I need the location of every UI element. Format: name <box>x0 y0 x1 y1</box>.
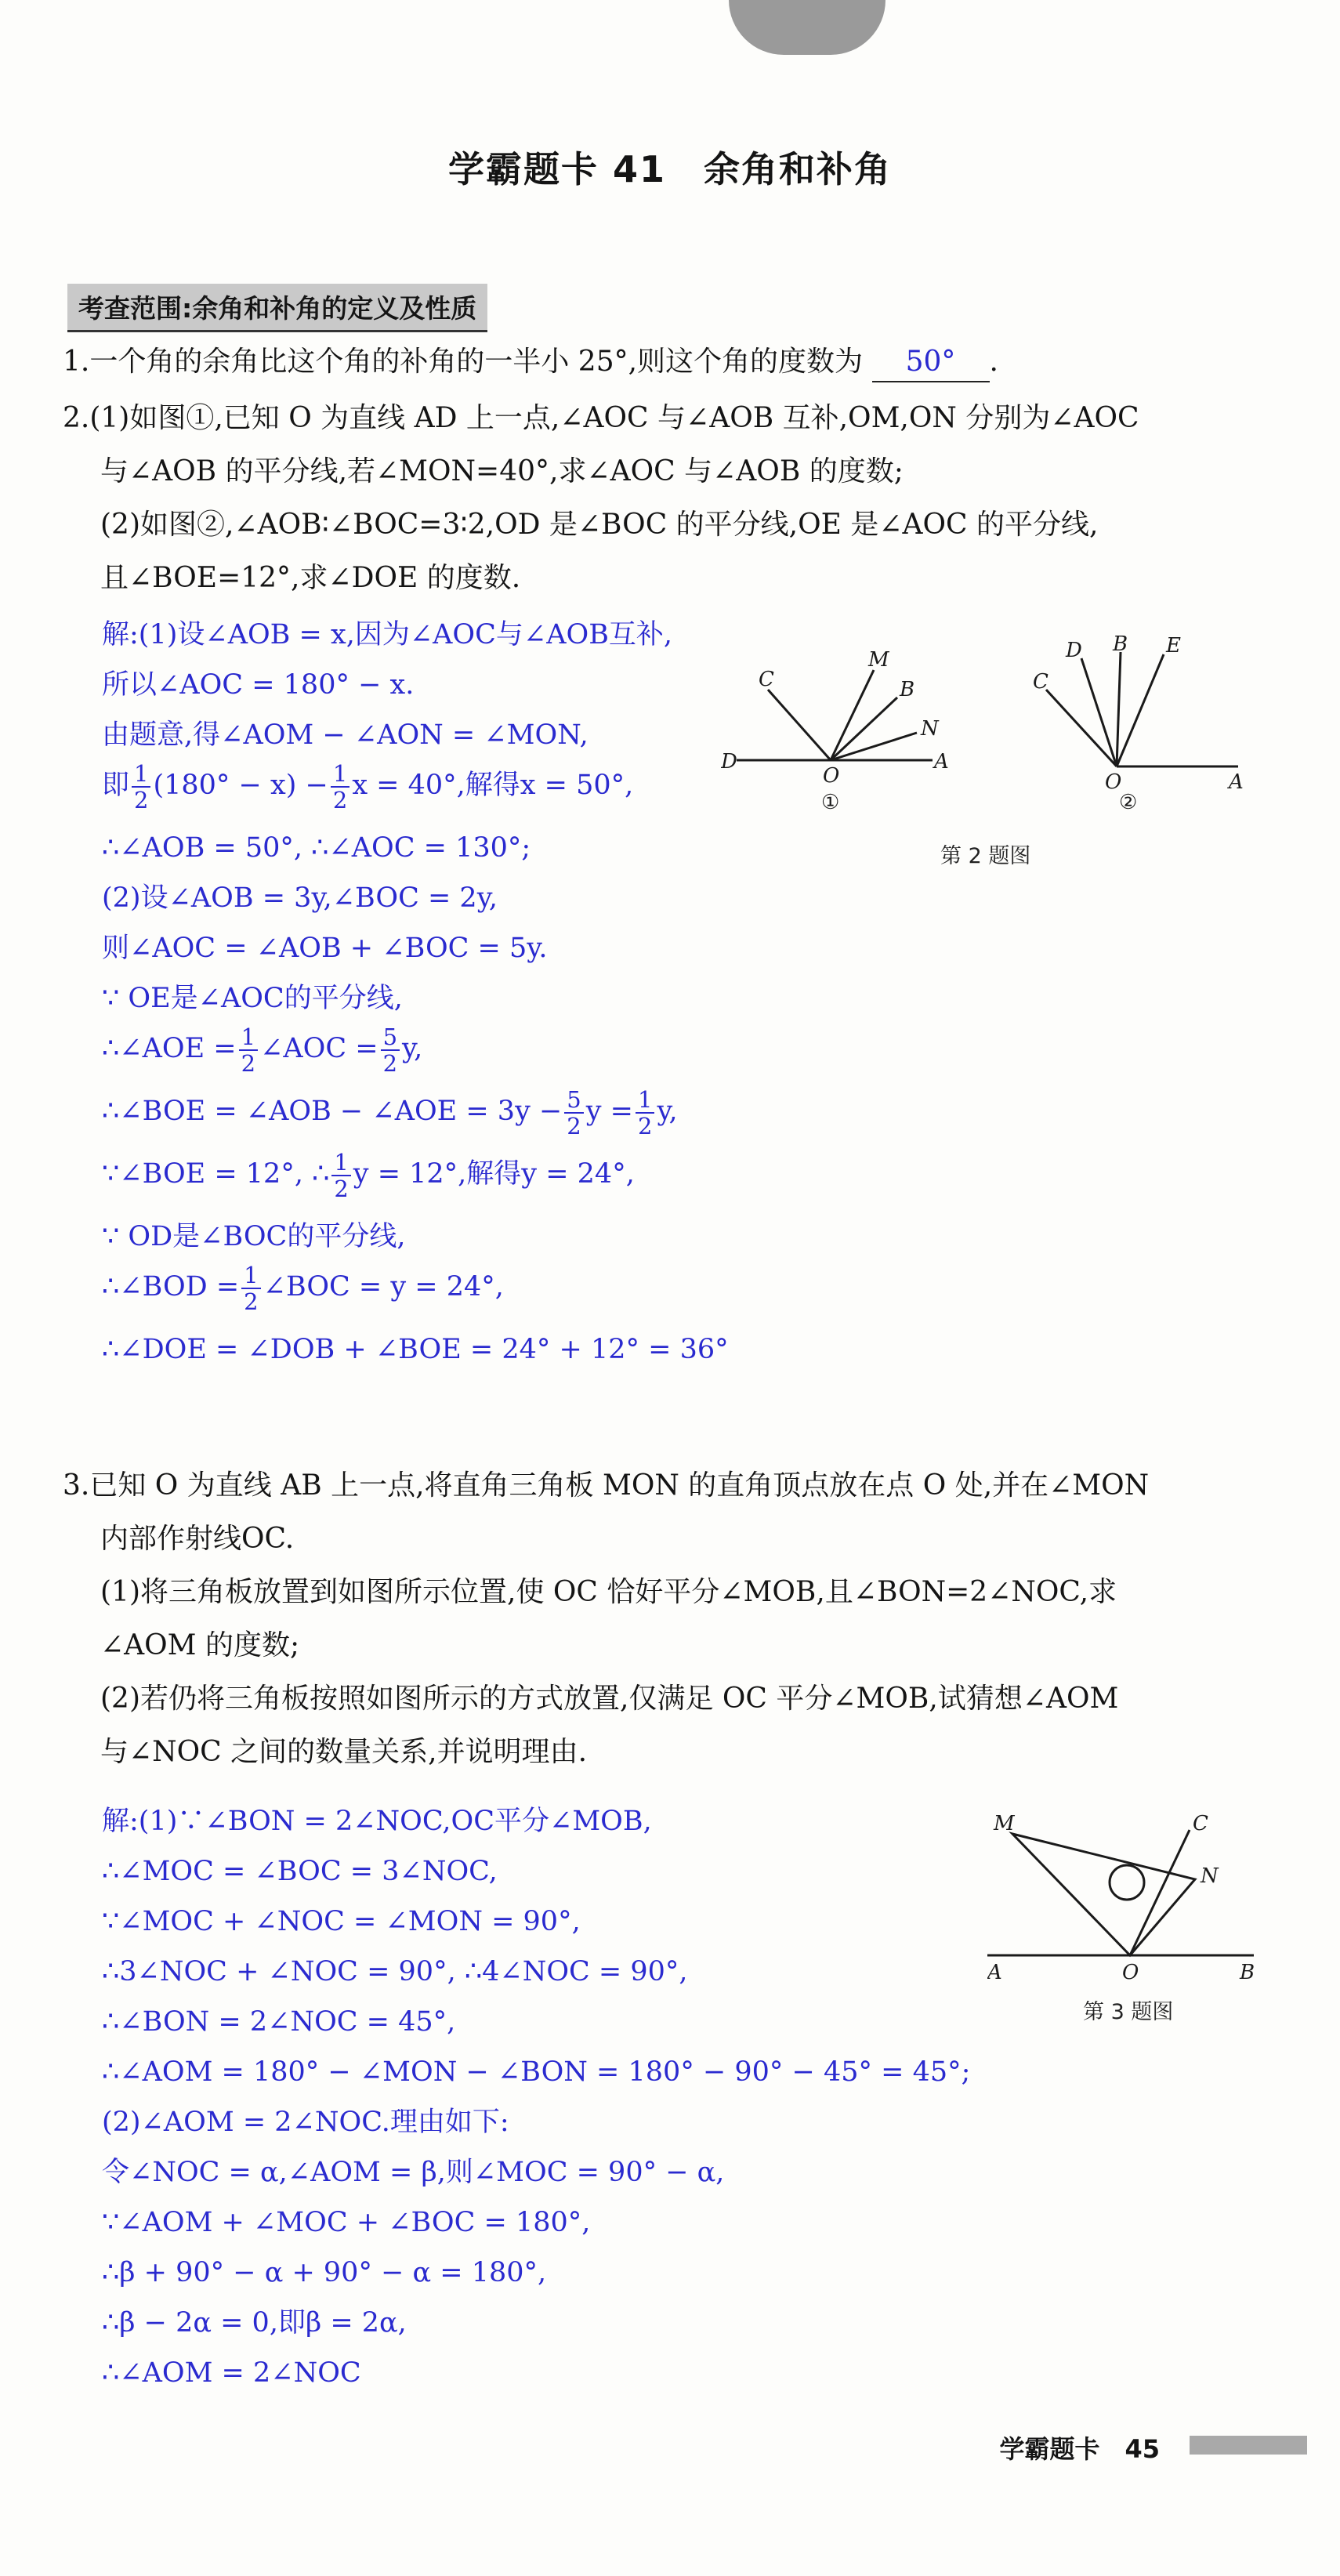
denominator: 2 <box>637 1112 653 1139</box>
question-2-line-4: 且∠BOE=12°,求∠DOE 的度数. <box>100 562 521 594</box>
solution-3-line: ∴3∠NOC + ∠NOC = 90°, ∴4∠NOC = 90°, <box>102 1956 688 1987</box>
numerator: 1 <box>241 1263 260 1289</box>
figure-3-caption: 第 3 题图 <box>1083 2000 1174 2024</box>
ray-om <box>831 670 874 760</box>
solution-2-line: ∵ OE是∠AOC的平分线, <box>102 983 403 1014</box>
text-run: y = 12°,解得y = 24°, <box>353 1158 635 1190</box>
ray-od-2 <box>1081 658 1117 766</box>
fraction <box>564 1087 583 1139</box>
fraction <box>636 1087 654 1139</box>
solution-2-line: ∴∠DOE = ∠DOB + ∠BOE = 24° + 12° = 36° <box>102 1334 729 1365</box>
solution-2-line: 所以∠AOC = 180° − x. <box>102 669 415 701</box>
text-run: 即 <box>102 770 130 801</box>
text-run: ∠AOC = <box>260 1033 378 1064</box>
question-1-end: . <box>989 346 998 378</box>
fraction <box>241 1263 260 1314</box>
question-2 <box>63 392 1269 605</box>
solution-2-line: 则∠AOC = ∠AOB + ∠BOC = 5y. <box>102 933 548 964</box>
label-n: N <box>1201 1864 1219 1888</box>
fraction <box>331 1150 350 1201</box>
question-2-line-1: 2.(1)如图①,已知 O 为直线 AD 上一点,∠AOC 与∠AOB 互补,OM,ON 分别为∠AOC <box>63 402 1139 434</box>
solution-2-line: ∵ OD是∠BOC的平分线, <box>102 1221 406 1252</box>
page-title: 学霸题卡 41 余角和补角 <box>447 148 893 190</box>
denominator: 2 <box>244 1288 259 1315</box>
solution-2-line: (2)设∠AOB = 3y,∠BOC = 2y, <box>102 882 498 914</box>
denominator: 2 <box>567 1112 581 1139</box>
solution-2-line <box>102 1024 729 1086</box>
ray-oe-2 <box>1117 654 1164 766</box>
solution-3-line: (2)∠AOM = 2∠NOC.理由如下: <box>102 2107 509 2138</box>
solution-3 <box>102 1796 970 2398</box>
text-run: ∠BOC = y = 24°, <box>263 1271 504 1302</box>
question-3-line-4: ∠AOM 的度数; <box>100 1629 300 1661</box>
label-o: O <box>1122 1961 1139 1983</box>
denominator: 2 <box>241 1049 256 1077</box>
denominator: 2 <box>134 786 149 813</box>
label-d-2: D <box>1066 639 1082 662</box>
question-2-line-2: 与∠AOB 的平分线,若∠MON=40°,求∠AOC 与∠AOB 的度数; <box>100 455 904 487</box>
ray-oc-2 <box>1046 690 1117 766</box>
solution-2 <box>102 610 729 1375</box>
triangle-mon <box>1012 1834 1195 1955</box>
fraction <box>331 761 349 813</box>
numerator: 1 <box>636 1087 654 1114</box>
solution-3-line: 解:(1)∵∠BON = 2∠NOC,OC平分∠MOB, <box>102 1806 652 1837</box>
label-c: C <box>759 668 774 691</box>
label-d: D <box>721 750 737 774</box>
denominator: 2 <box>382 1049 398 1077</box>
section-label: 考查范围:余角和补角的定义及性质 <box>67 284 487 332</box>
numerator: 1 <box>331 1150 350 1176</box>
fraction <box>239 1024 258 1076</box>
text-run: y, <box>657 1096 678 1127</box>
page-tab-decoration <box>729 0 885 55</box>
question-2-line-3: (2)如图②,∠AOB∶∠BOC=3∶2,OD 是∠BOC 的平分线,OE 是∠AOC 的平分线, <box>100 509 1099 541</box>
solution-2-line <box>102 1262 729 1324</box>
solution-3-line: ∴∠BON = 2∠NOC = 45°, <box>102 2006 456 2038</box>
text-run: x = 40°,解得x = 50°, <box>352 770 634 801</box>
solution-3-line: ∴∠MOC = ∠BOC = 3∠NOC, <box>102 1856 498 1887</box>
numerator: 5 <box>381 1024 400 1051</box>
numerator: 1 <box>331 761 349 788</box>
text-run: ∴∠BOD = <box>102 1271 240 1302</box>
ray-ob-2 <box>1117 652 1121 766</box>
solution-2-line: 解:(1)设∠AOB = x,因为∠AOC与∠AOB互补, <box>102 619 673 650</box>
text-run: y, <box>402 1033 423 1064</box>
label-b-2: B <box>1113 635 1128 656</box>
numerator: 5 <box>564 1087 583 1114</box>
label-m: M <box>994 1812 1015 1835</box>
question-3-line-2: 内部作射线OC. <box>100 1523 295 1555</box>
solution-2-line: 由题意,得∠AOM − ∠AON = ∠MON, <box>102 719 589 751</box>
solution-3-line: ∴β − 2α = 0,即β = 2α, <box>102 2307 407 2339</box>
solution-2-line <box>102 1086 729 1149</box>
fraction <box>132 761 150 813</box>
text-run: y = <box>585 1096 633 1127</box>
label-n: N <box>921 717 939 741</box>
page-footer: 学霸题卡 45 <box>999 2434 1160 2464</box>
label-o: O <box>823 764 840 788</box>
figure-3 <box>987 1787 1269 1983</box>
label-b: B <box>1240 1961 1255 1983</box>
figure-number-1: ① <box>821 791 840 814</box>
fraction <box>381 1024 400 1076</box>
question-1-answer: 50° <box>872 343 990 382</box>
triangle-hole <box>1110 1865 1144 1900</box>
text-run: ∴∠AOE = <box>102 1033 237 1064</box>
label-a: A <box>987 1961 1002 1983</box>
text-run: (180° − x) − <box>153 770 328 801</box>
label-m: M <box>868 648 889 672</box>
solution-3-line: ∴∠AOM = 180° − ∠MON − ∠BON = 180° − 90° − 45° = 45°; <box>102 2056 971 2088</box>
question-3 <box>63 1459 1269 1779</box>
label-a: A <box>934 750 949 774</box>
question-1 <box>63 335 1269 389</box>
solution-3-line: ∴β + 90° − α + 90° − α = 180°, <box>102 2257 547 2288</box>
label-c: C <box>1193 1812 1208 1835</box>
question-3-line-5: (2)若仍将三角板按照如图所示的方式放置,仅满足 OC 平分∠MOB,试猜想∠AOM <box>100 1683 1119 1715</box>
question-3-line-3: (1)将三角板放置到如图所示位置,使 OC 恰好平分∠MOB,且∠BON=2∠NOC,求 <box>100 1576 1117 1608</box>
question-1-text: 1.一个角的余角比这个角的补角的一半小 25°,则这个角的度数为 <box>63 346 864 378</box>
figure-2-caption: 第 2 题图 <box>940 844 1031 868</box>
numerator: 1 <box>132 761 150 788</box>
label-c-2: C <box>1033 670 1048 694</box>
solution-2-line: ∴∠AOB = 50°, ∴∠AOC = 130°; <box>102 832 531 864</box>
ray-oc <box>1130 1830 1190 1955</box>
label-a-2: A <box>1229 770 1244 794</box>
solution-3-line: ∴∠AOM = 2∠NOC <box>102 2357 361 2389</box>
label-o-2: O <box>1105 770 1122 794</box>
denominator: 2 <box>334 1175 349 1202</box>
solution-3-line: ∵∠MOC + ∠NOC = ∠MON = 90°, <box>102 1906 581 1937</box>
label-b: B <box>900 678 915 701</box>
question-3-line-1: 3.已知 O 为直线 AB 上一点,将直角三角板 MON 的直角顶点放在点 O 处,并在∠MON <box>63 1469 1150 1502</box>
solution-2-line <box>102 760 729 823</box>
numerator: 1 <box>239 1024 258 1051</box>
ray-oc <box>768 690 831 760</box>
solution-3-line: 令∠NOC = α,∠AOM = β,则∠MOC = 90° − α, <box>102 2157 725 2188</box>
figure-number-2: ② <box>1119 791 1138 814</box>
label-e-2: E <box>1166 635 1181 658</box>
question-3-line-6: 与∠NOC 之间的数量关系,并说明理由. <box>100 1736 588 1768</box>
solution-3-line: ∵∠AOM + ∠MOC + ∠BOC = 180°, <box>102 2207 591 2238</box>
solution-2-line <box>102 1149 729 1212</box>
denominator: 2 <box>332 786 348 813</box>
footer-bar <box>1190 2436 1307 2455</box>
text-run: ∴∠BOE = ∠AOB − ∠AOE = 3y − <box>102 1096 563 1127</box>
figure-2 <box>721 635 1269 831</box>
text-run: ∵∠BOE = 12°, ∴ <box>102 1158 330 1190</box>
